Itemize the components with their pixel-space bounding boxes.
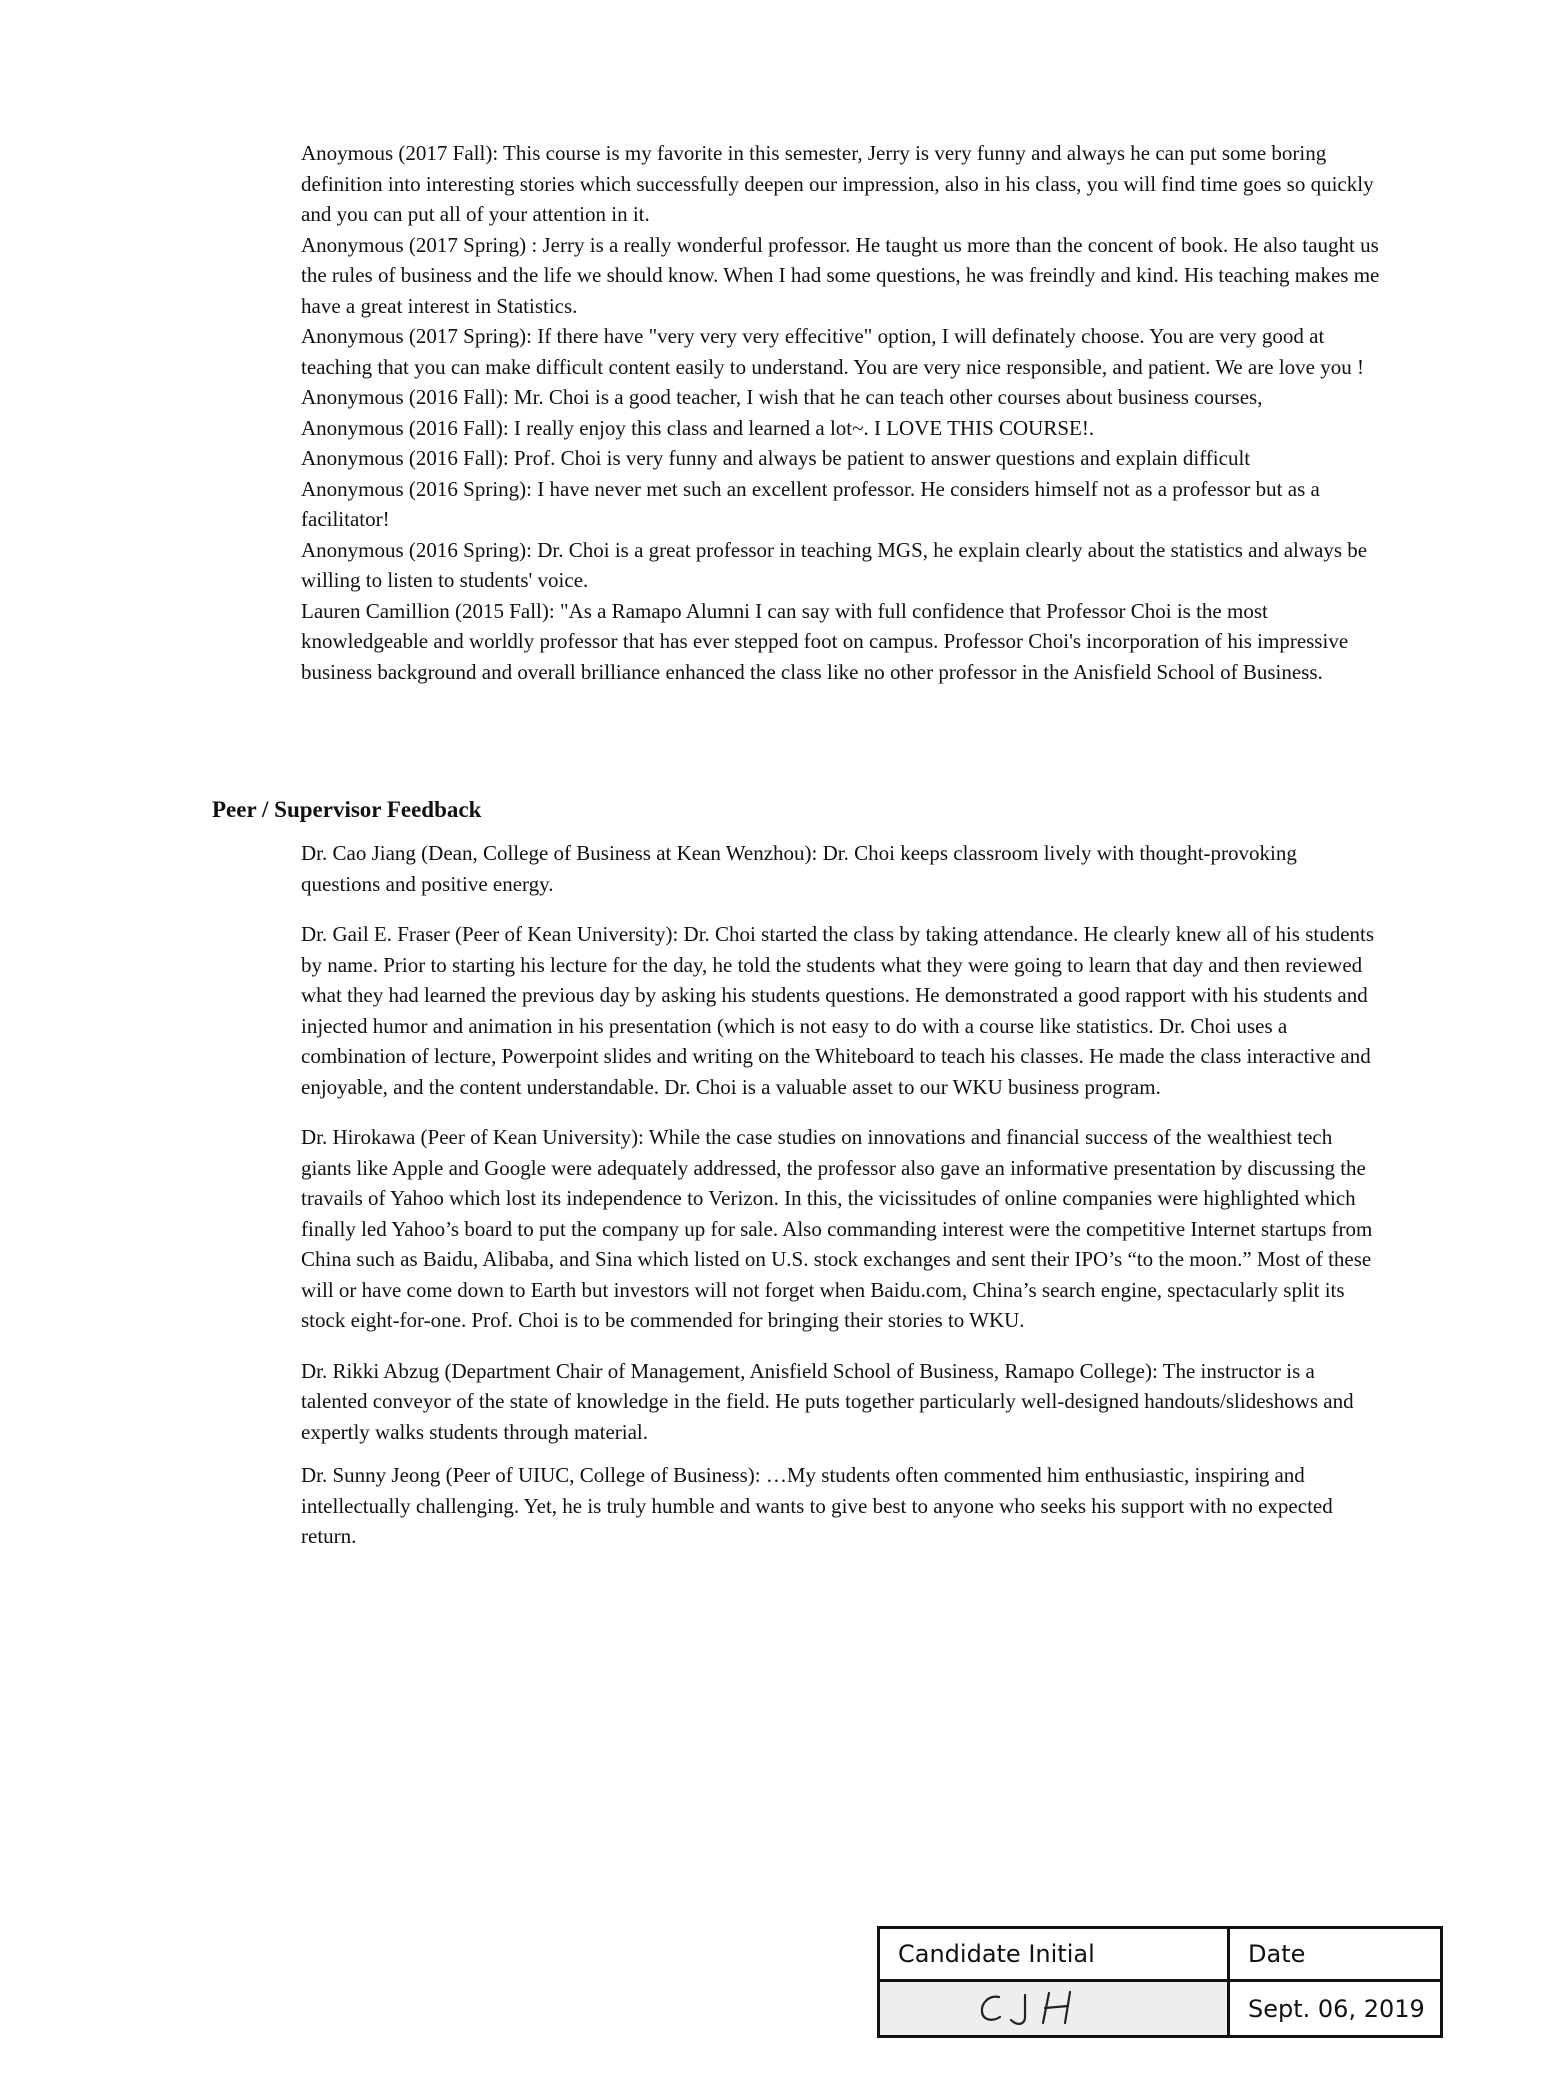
student-comment: Anoymous (2017 Fall): This course is my favorite in this semester, Jerry is very funny and always he can put some boring definition into interesting stories which successfully deepen our impression, also in his class, you will find time goes so quickly and you can put all of your attention in it. xyxy=(301,141,1374,226)
student-comment: Anonymous (2016 Fall): I really enjoy this class and learned a lot~. I LOVE THIS COURSE!. xyxy=(301,415,1095,440)
student-comments xyxy=(301,138,1381,687)
student-comment: Anonymous (2017 Spring): If there have "very very very effecitive" option, I will definately choose. You are very good at teaching that you can make difficult content easily to understand. You are very nice responsible, and patient. We are love you ! xyxy=(301,324,1364,379)
peer-comment: Dr. Rikki Abzug (Department Chair of Management, Anisfield School of Business, Ramapo College): The instructor is a talented conveyor of the state of knowledge in the field. He puts together particularly well-designed handouts/slideshows and expertly walks students through material. xyxy=(301,1358,1354,1444)
candidate-initial-signature xyxy=(880,1982,1230,2035)
student-comment: Anonymous (2016 Spring): Dr. Choi is a great professor in teaching MGS, he explain clearly about the statistics and always be willing to listen to students' voice. xyxy=(301,537,1368,592)
student-comment: Anonymous (2016 Fall): Prof. Choi is very funny and always be patient to answer questions and explain difficult xyxy=(301,446,1251,470)
student-comment: Anonymous (2017 Spring) : Jerry is a really wonderful professor. He taught us more than the concent of book. He also taught us the rules of business and the life we should know. When I had some questions, he was freindly and kind. His teaching makes me have a great interest in Statistics. xyxy=(301,232,1380,318)
peer-comment: Dr. Hirokawa (Peer of Kean University): While the case studies on innovations and financial success of the wealthiest tech giants like Apple and Google were adequately addressed, the professor also gave an informative presentation by discussing the travails of Yahoo which lost its independence to Verizon. In this, the vicissitudes of online companies were highlighted which finally led Yahoo’s board to put the company up for sale. Also commanding interest were the competitive Internet startups from China such as Baidu, Alibaba, and Sina which listed on U.S. stock exchanges and sent their IPO’s “to the moon.” Most of these will or have come down to Earth but investors will not forget when Baidu.com, China’s search engine, spectacularly split its stock eight-for-one. Prof. Choi is to be commended for bringing their stories to WKU. xyxy=(301,1125,1373,1332)
peer-comments xyxy=(301,838,1381,1552)
initial-label-cell xyxy=(880,1929,1230,1982)
student-comment: Anonymous (2016 Spring): I have never met such an excellent professor. He considers himself not as a professor but as a facilitator! xyxy=(301,476,1320,531)
peer-comment: Dr. Sunny Jeong (Peer of UIUC, College of Business): …My students often commented him enthusiastic, inspiring and intellectually challenging. Yet, he is truly humble and wants to give best to anyone who seeks his support with no expected return. xyxy=(301,1463,1333,1548)
handwritten-initials xyxy=(975,1987,1085,2031)
date-value: Sept. 06, 2019 xyxy=(1248,1994,1425,2023)
peer-comment: Dr. Gail E. Fraser (Peer of Kean University): Dr. Choi started the class by taking attendance. He clearly knew all of his students by name. Prior to starting his lecture for the day, he told the students what they were going to learn that day and then reviewed what they had learned the previous day by asking his students questions. He demonstrated a good rapport with his students and injected humor and animation in his presentation (which is not easy to do with a course like statistics. Dr. Choi uses a combination of lecture, Powerpoint slides and writing on the Whiteboard to teach his classes. He made the class interactive and enjoyable, and the content understandable. Dr. Choi is a valuable asset to our WKU business program. xyxy=(301,922,1375,1099)
student-comment: Anonymous (2016 Fall): Mr. Choi is a good teacher, I wish that he can teach other courses about business courses, xyxy=(301,385,1263,409)
date-label: Date xyxy=(1248,1940,1306,1968)
date-value-cell xyxy=(1230,1982,1440,2035)
date-label-cell xyxy=(1230,1929,1440,1982)
candidate-initial-table xyxy=(877,1926,1443,2038)
candidate-initial-label: Candidate Initial xyxy=(898,1940,1095,1968)
student-comment: Lauren Camillion (2015 Fall): "As a Ramapo Alumni I can say with full confidence that Professor Choi is the most knowledgeable and worldly professor that has ever stepped foot on campus. Professor Choi's incorporation of his impressive business background and overall brilliance enhanced the class like no other professor in the Anisfield School of Business. xyxy=(301,598,1349,684)
peer-comment: Dr. Cao Jiang (Dean, College of Business at Kean Wenzhou): Dr. Choi keeps classroom lively with thought-provoking questions and positive energy. xyxy=(301,841,1297,896)
peer-feedback-heading: Peer / Supervisor Feedback xyxy=(212,797,482,822)
